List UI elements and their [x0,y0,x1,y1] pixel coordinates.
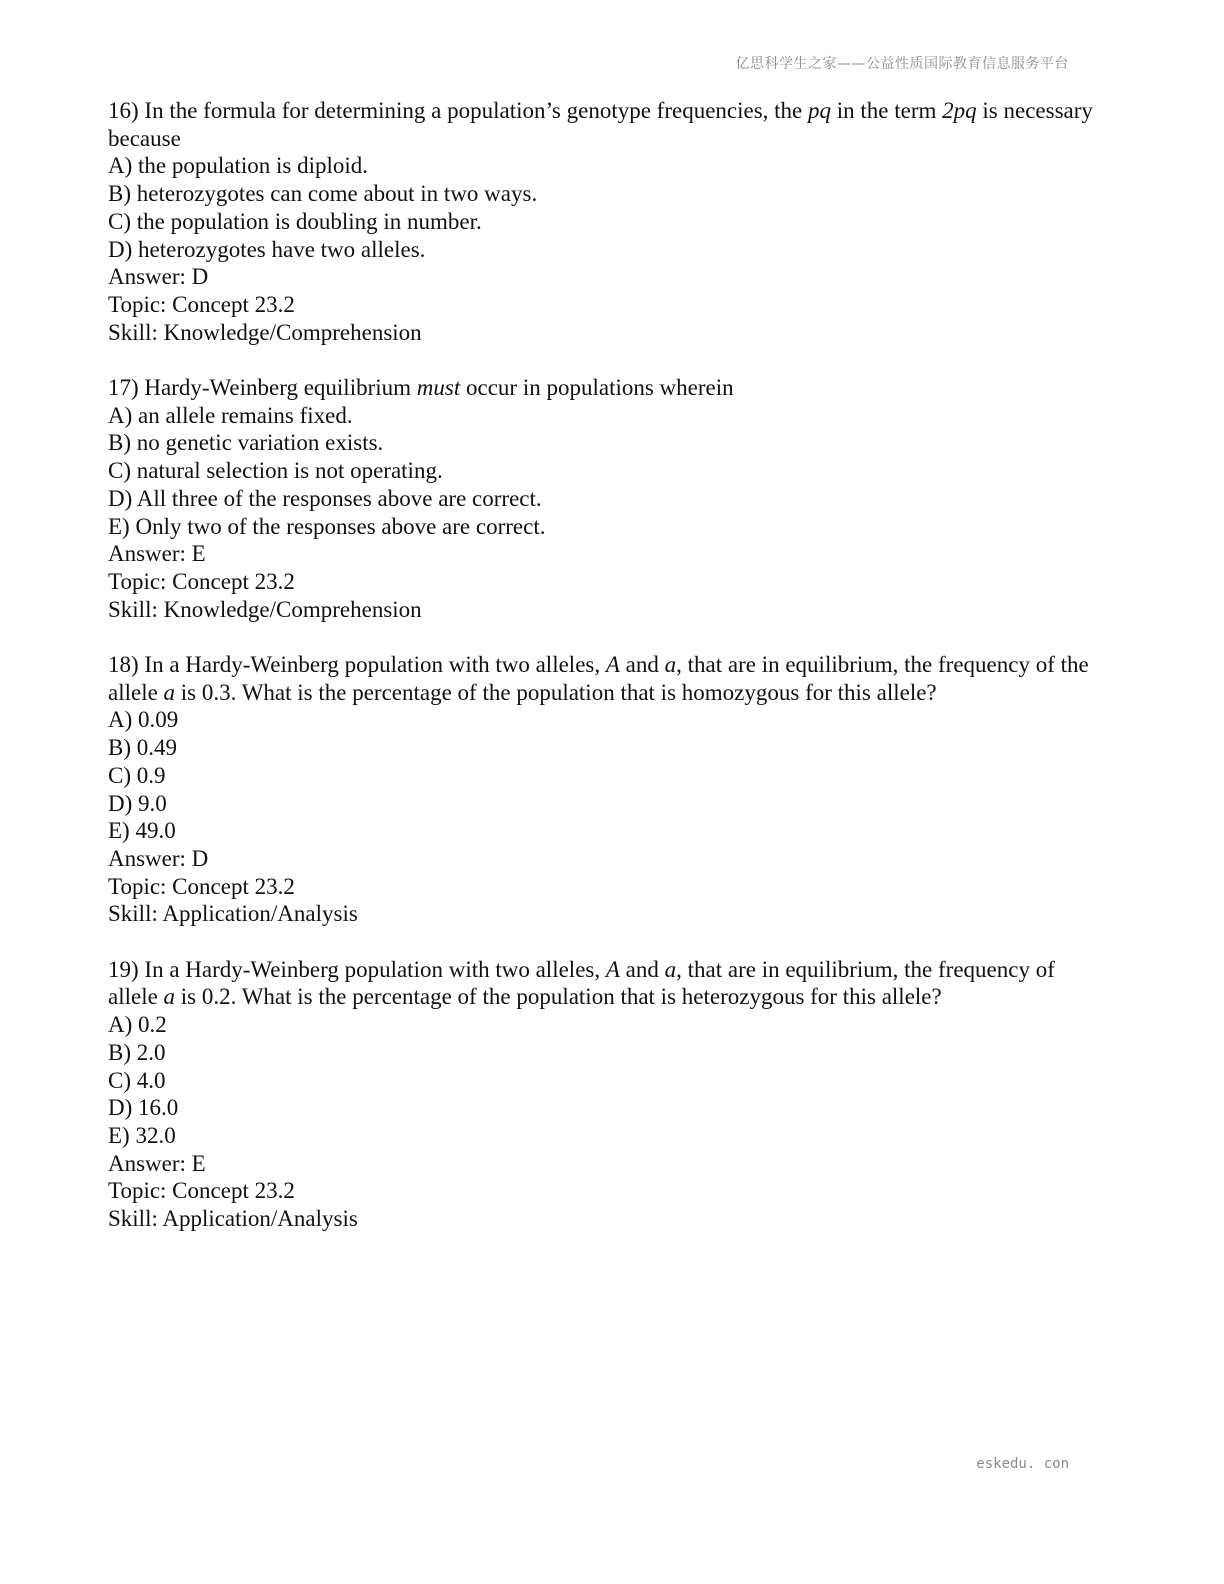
stem-italic: a [664,956,677,982]
answer-option: B) 0.49 [108,735,177,761]
answer-key: Answer: E [108,541,206,567]
stem-italic: must [416,375,461,401]
answer-option: D) All three of the responses above are correct. [108,485,542,511]
stem-text: is 0.3. What is the percentage of the population that is homozygous for this allele? [175,679,937,705]
answer-option: A) the population is diploid. [108,153,369,179]
stem-italic: A [605,956,620,982]
skill-line: Skill: Application/Analysis [108,1206,358,1232]
topic-line: Topic: Concept 23.2 [108,873,295,899]
stem-text: in the term [831,98,943,123]
answer-option: B) no genetic variation exists. [108,430,384,456]
stem-italic: a [163,679,176,705]
answer-option: C) 0.9 [108,762,166,788]
topic-line: Topic: Concept 23.2 [108,291,295,317]
stem-text: and [619,652,665,678]
answer-option: D) 9.0 [108,790,167,816]
question-18 [108,651,1108,928]
stem-text: 19) In a Hardy-Weinberg population with two alleles, [108,956,606,982]
question-stem [108,97,1108,152]
stem-text: is 0.2. What is the percentage of the population that is heterozygous for this allele? [175,984,942,1010]
stem-italic: 2pq [942,98,977,123]
answer-option: E) 49.0 [108,818,176,844]
page-header-watermark: 亿思科学生之家——公益性质国际教育信息服务平台 [735,56,1069,72]
answer-option: E) Only two of the responses above are correct. [108,513,546,539]
question-stem [108,651,1108,706]
stem-text: 16) In the formula for determining a population’s genotype frequencies, the [108,98,809,123]
skill-line: Skill: Application/Analysis [108,901,358,927]
answer-option: A) 0.09 [108,707,179,733]
topic-line: Topic: Concept 23.2 [108,1178,295,1204]
answer-key: Answer: D [108,264,209,290]
answer-key: Answer: D [108,845,209,871]
answer-key: Answer: E [108,1150,206,1176]
question-list [108,97,1108,1260]
answer-option: C) 4.0 [108,1067,166,1093]
question-17 [108,374,1108,623]
answer-option: D) 16.0 [108,1095,179,1121]
answer-option: D) heterozygotes have two alleles. [108,236,426,262]
answer-option: A) 0.2 [108,1012,167,1038]
answer-option: E) 32.0 [108,1122,176,1148]
page-footer-site: eskedu. con [976,1456,1069,1472]
stem-text: , that are in equilibrium, the frequency of allele [108,956,1055,1010]
stem-italic: A [605,652,620,678]
question-stem [108,374,1108,402]
stem-italic: a [664,652,677,678]
stem-text: 17) Hardy-Weinberg equilibrium [108,375,417,401]
stem-text: and [619,956,665,982]
skill-line: Skill: Knowledge/Comprehension [108,319,422,345]
stem-italic: pq [808,98,832,123]
answer-option: C) natural selection is not operating. [108,458,443,484]
answer-option: C) the population is doubling in number. [108,208,482,234]
question-stem [108,956,1108,1011]
answer-option: A) an allele remains fixed. [108,402,353,428]
topic-line: Topic: Concept 23.2 [108,568,295,594]
answer-option: B) heterozygotes can come about in two ways. [108,181,538,207]
stem-text: occur in populations wherein [460,375,734,401]
stem-text: 18) In a Hardy-Weinberg population with two alleles, [108,652,606,678]
question-16 [108,97,1108,346]
skill-line: Skill: Knowledge/Comprehension [108,596,422,622]
stem-text: is necessary because [108,98,1093,151]
answer-option: B) 2.0 [108,1039,166,1065]
stem-italic: a [163,984,176,1010]
question-19 [108,956,1108,1233]
stem-text: , that are in equilibrium, the frequency of the allele [108,652,1089,705]
